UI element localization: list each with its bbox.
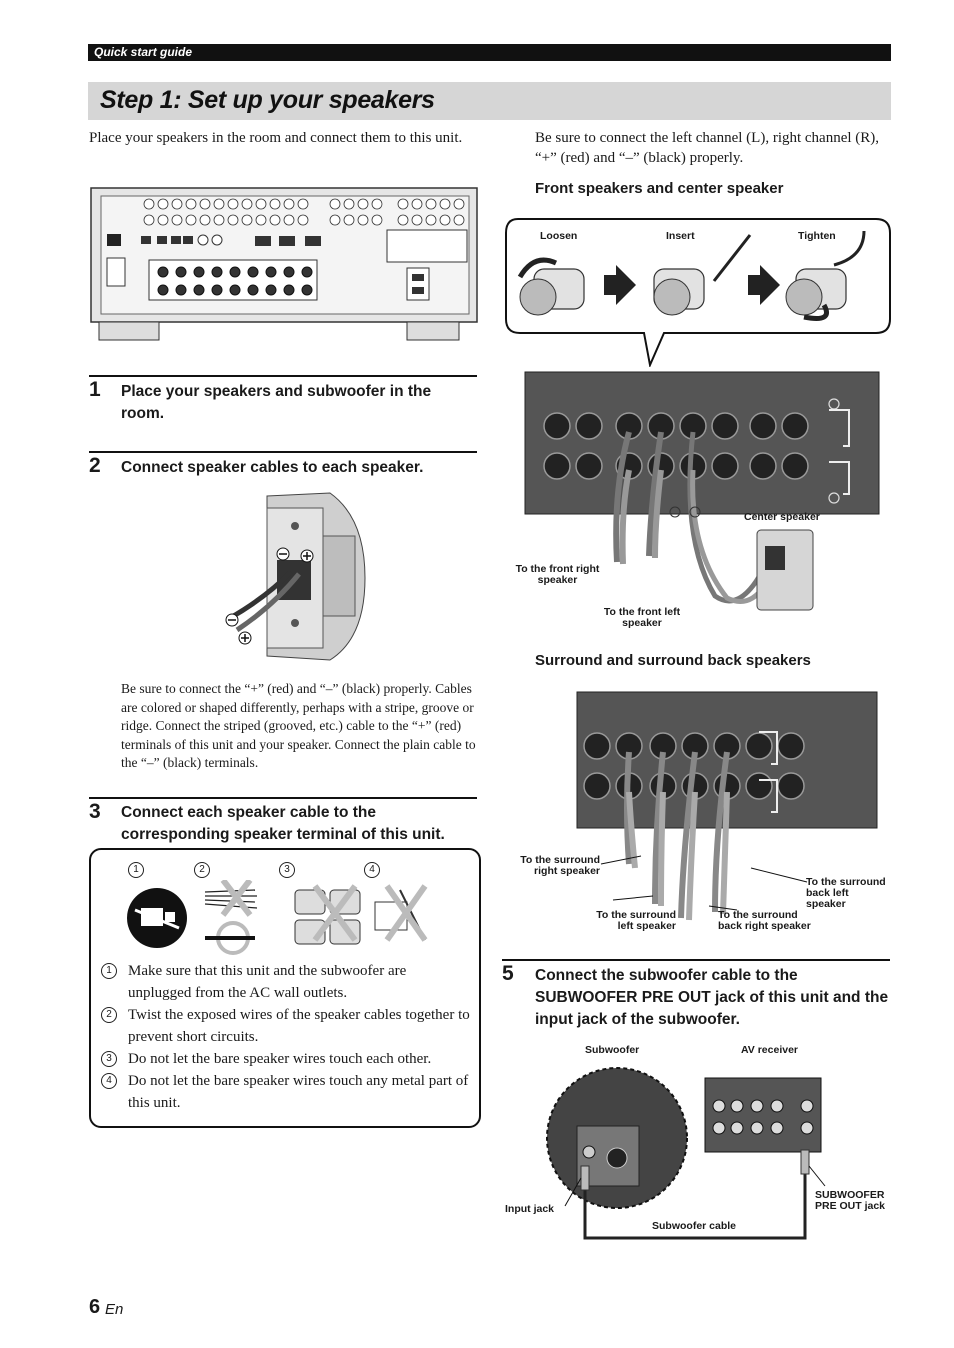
subwoofer-pre-out-label: SUBWOOFER PRE OUT jack: [815, 1189, 886, 1212]
step3-title: Connect each speaker cable to the corresponding speaker terminal of this unit.: [121, 804, 445, 843]
precaution-text: Twist the exposed wires of the speaker cables together to prevent short circuits.: [128, 1007, 470, 1045]
precaution-number: 1: [101, 963, 117, 979]
step5-rule: [502, 959, 890, 961]
step2-title: Connect speaker cables to each speaker.: [121, 459, 424, 476]
precaution-number: 3: [101, 1051, 117, 1067]
page-number: 6: [89, 1296, 101, 1318]
subwoofer-connection-illustration: [505, 1062, 891, 1242]
precaution-marker-4: 4: [364, 862, 380, 878]
precautions-illustration: [125, 880, 470, 956]
front-speakers-heading: Front speakers and center speaker: [535, 180, 784, 197]
speaker-back-illustration: [225, 488, 375, 668]
precaution-marker-1: 1: [128, 862, 144, 878]
surround-speakers-heading: Surround and surround back speakers: [535, 652, 811, 669]
step5-number: 5: [502, 962, 514, 985]
intro-left: Place your speakers in the room and connect them to this unit.: [89, 130, 463, 146]
input-jack-label: Input jack: [505, 1203, 555, 1215]
front-terminals-illustration: [505, 370, 891, 642]
section-label: Quick start guide: [94, 45, 193, 59]
step1-title: Place your speakers and subwoofer in the room.: [121, 383, 432, 422]
front-right-label: To the front right speaker: [515, 563, 600, 586]
receiver-rear-panel-illustration: [89, 186, 479, 342]
precaution-text: Do not let the bare speaker wires touch any metal part of this unit.: [128, 1073, 469, 1111]
surround-back-right-label: To the surround back right speaker: [718, 909, 811, 932]
subwoofer-cable-label: Subwoofer cable: [652, 1220, 737, 1232]
page-title-bar: [88, 82, 891, 120]
page-language: En: [105, 1301, 124, 1318]
precaution-marker-3: 3: [279, 862, 295, 878]
step2-rule: [89, 451, 477, 453]
front-left-label: To the front left speaker: [603, 606, 681, 629]
step2-number: 2: [89, 454, 101, 477]
step2-note: Be sure to connect the “+” (red) and “–” (black) properly. Cables are colored or shaped differently, perhaps with a stripe, groove or ridge. Connect the striped (grooved, etc.) cable to the “+” (red) terminals of this unit and your speaker. Connect the plain cable to the “–” (black) terminals.: [121, 681, 476, 770]
loosen-label: Loosen: [540, 230, 578, 242]
precaution-number: 2: [101, 1007, 117, 1023]
precaution-text: Make sure that this unit and the subwoofer are unplugged from the AC wall outlets.: [128, 963, 407, 1001]
precaution-number: 4: [101, 1073, 117, 1089]
precautions-box: [89, 848, 481, 1128]
surround-left-label: To the surround left speaker: [596, 909, 676, 932]
precaution-marker-2: 2: [194, 862, 210, 878]
intro-right: Be sure to connect the left channel (L), right channel (R), “+” (red) and “–” (black) properly.: [535, 130, 880, 166]
precaution-text: Do not let the bare speaker wires touch each other.: [128, 1051, 432, 1067]
subwoofer-label: Subwoofer: [585, 1044, 640, 1056]
center-speaker-label: Center speaker: [744, 511, 820, 523]
page-title: Step 1: Set up your speakers: [100, 86, 435, 114]
surround-right-label: To the surround right speaker: [520, 854, 600, 877]
tighten-label: Tighten: [798, 230, 836, 242]
step3-rule: [89, 797, 477, 799]
section-header-bar: [88, 44, 891, 61]
step1-rule: [89, 375, 477, 377]
insert-label: Insert: [666, 230, 695, 242]
step1-number: 1: [89, 378, 101, 401]
step3-number: 3: [89, 800, 101, 823]
surround-back-left-label: To the surround back left speaker: [806, 876, 886, 910]
step5-title: Connect the subwoofer cable to the SUBWOOFER PRE OUT jack of this unit and the input jack of the subwoofer.: [535, 967, 889, 1028]
av-receiver-label: AV receiver: [741, 1044, 799, 1056]
